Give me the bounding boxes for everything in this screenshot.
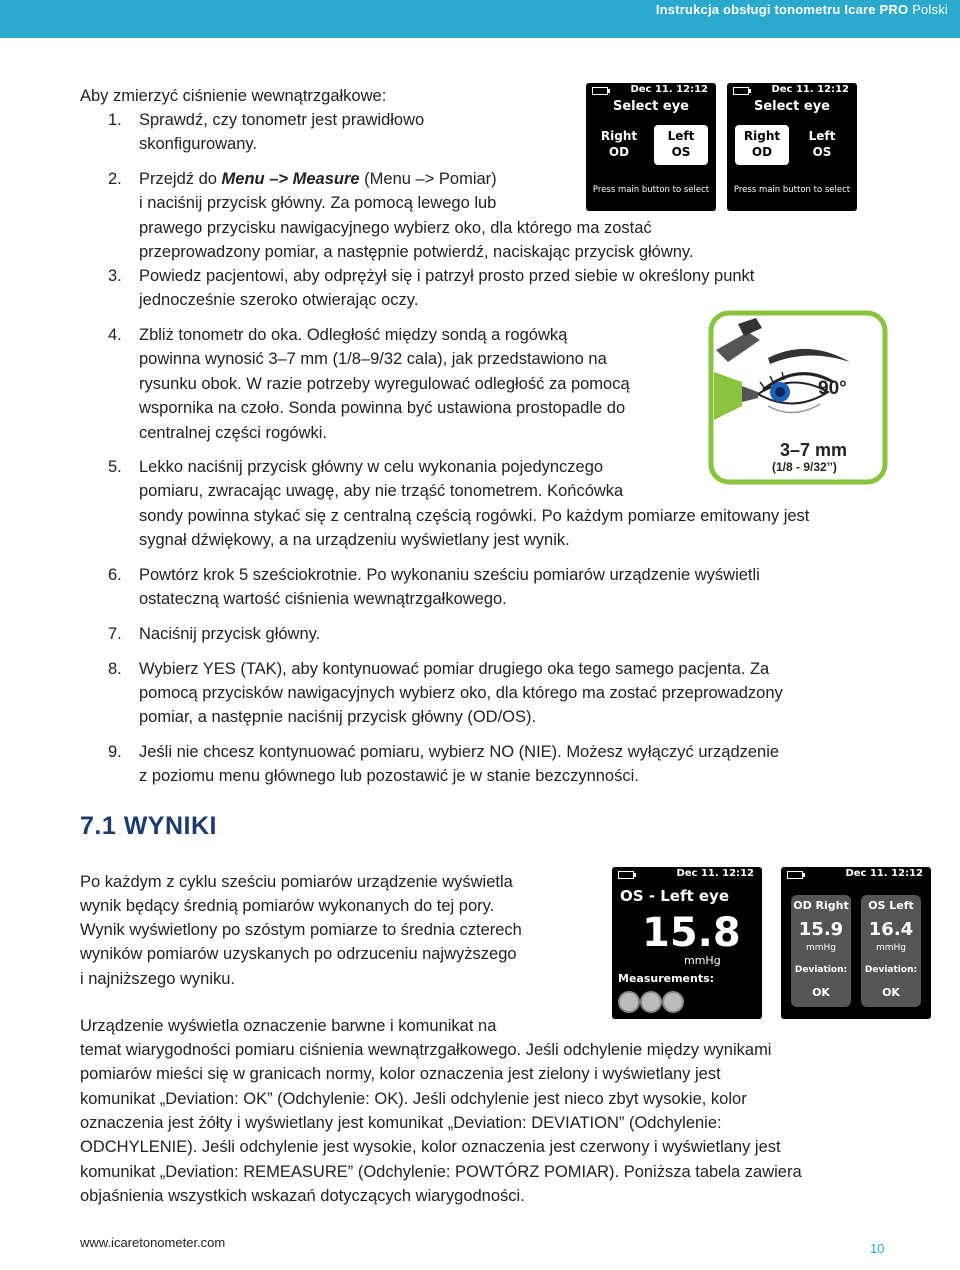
left-eye-option [795, 125, 849, 165]
measurement-dot [618, 991, 640, 1013]
step-3-line-1: Powiedz pacjentowi, aby odprężył się i patrzył prosto przed siebie w określony punkt [139, 267, 755, 285]
option-code: OD [751, 145, 773, 159]
screen-date: Dec 11. 12:12 [630, 84, 708, 95]
step-2-line-3: prawego przycisku nawigacyjnego wybierz oko, dla którego ma zostać [139, 219, 652, 237]
step-number: 2. [108, 170, 122, 188]
right-eye-option [735, 125, 789, 165]
result-iop-value: 15.8 [642, 910, 741, 956]
step-number: 1. [108, 111, 122, 129]
option-label: Left [808, 129, 836, 143]
card-label: OD Right [793, 899, 849, 912]
od-right-card [791, 895, 851, 1007]
os-left-card [861, 895, 921, 1007]
step-2-line-1 [139, 167, 497, 192]
step-2-line-4: przeprowadzony pomiar, a następnie potwierdź, naciskając przycisk główny. [139, 243, 694, 261]
results-line-5: i najniższego wyniku. [80, 970, 235, 988]
option-code: OS [812, 145, 832, 159]
card-deviation-label: Deviation: [864, 965, 918, 975]
step-number: 5. [108, 458, 122, 476]
result-unit: mmHg [684, 954, 721, 967]
option-label: Right [600, 129, 638, 143]
distance-inch-label: (1/8 - 9/32’’) [772, 460, 837, 474]
deviation-line-7: komunikat „Deviation: REMEASURE” (Odchylenie: POWTÓRZ POMIAR). Poniższa tabela zawiera [80, 1163, 802, 1181]
step-9-line-1: Jeśli nie chcesz kontynuować pomiaru, wybierz NO (NIE). Możesz wyłączyć urządzenie [139, 743, 780, 761]
screen-status-bar [781, 867, 931, 881]
deviation-line-4: komunikat „Deviation: OK” (Odchylenie: OK). Jeśli odchylenie jest nieco zbyt wysokie, kolor [80, 1090, 747, 1108]
step-number: 9. [108, 743, 122, 761]
deviation-line-2: temat wiarygodności pomiaru ciśnienia wewnątrzgałkowego. Jeśli odchylenie między wynikami [80, 1041, 772, 1059]
battery-icon [787, 871, 803, 879]
deviation-line-6: ODCHYLENIE). Jeśli odchylenie jest wysokie, kolor oznaczenia jest czerwony i wyświetlany jest [80, 1138, 781, 1156]
summary-screen [781, 867, 931, 1019]
right-eye-option [592, 125, 646, 165]
card-unit: mmHg [805, 943, 836, 953]
step-4-line-5: centralnej części rogówki. [139, 424, 327, 442]
step-8-line-3: pomiar, a następnie naciśnij przycisk główny (OD/OS). [139, 708, 537, 726]
screen-title: Select eye [612, 99, 689, 114]
results-line-1: Po każdym z cyklu sześciu pomiarów urządzenie wyświetla [80, 873, 513, 891]
header-title-text: Instrukcja obsługi tonometru Icare PRO [655, 2, 909, 17]
header-title [656, 0, 948, 20]
select-eye-screen-left [586, 83, 716, 211]
step-number: 8. [108, 660, 122, 678]
deviation-line-8: objaśnienia wszystkich wskazań dotyczących wiarygodności. [80, 1187, 525, 1205]
battery-icon [592, 87, 608, 95]
deviation-line-3: pomiarów mieści się w granicach normy, kolor oznaczenia jest zielony i wyświetlany jest [80, 1065, 721, 1083]
measurement-dot [640, 991, 662, 1013]
step-1-line-2: skonfigurowany. [139, 135, 258, 153]
select-eye-screen-right [727, 83, 857, 211]
step-number: 7. [108, 625, 122, 643]
screen-status-bar [586, 83, 716, 97]
page-number: 10 [870, 1241, 885, 1256]
card-label: OS Left [868, 899, 914, 912]
step-2-pre: Przejdź do [139, 170, 222, 188]
step-8-line-1: Wybierz YES (TAK), aby kontynuować pomiar drugiego oka tego samego pacjenta. Za [139, 660, 770, 678]
step-4-line-3: rysunku obok. W razie potrzeby wyregulować odległość za pomocą [139, 375, 630, 393]
step-number: 3. [108, 267, 122, 285]
screen-title: Select eye [753, 99, 830, 114]
step-5-line-3: sondy powinna stykać się z centralną częścią rogówki. Po każdym pomiarze emitowany jest [139, 507, 810, 525]
step-2-post: (Menu –> Pomiar) [359, 170, 497, 188]
option-label: Right [743, 129, 781, 143]
results-line-3: Wynik wyświetlony po szóstym pomiarze to średnia czterech [80, 921, 522, 939]
screen-date: Dec 11. 12:12 [771, 84, 849, 95]
screen-status-bar [727, 83, 857, 97]
step-4-line-4: wspornika na czoło. Sonda powinna być ustawiona prostopadle do [139, 399, 626, 417]
screen-footer: Press main button to select [733, 185, 851, 195]
battery-icon [618, 871, 634, 879]
option-code: OD [608, 145, 630, 159]
battery-icon [733, 87, 749, 95]
result-eye-title: OS - Left eye [620, 887, 729, 905]
card-value: 16.4 [868, 919, 914, 940]
distance-label: 3–7 mm [780, 440, 848, 460]
result-screen [612, 867, 762, 1019]
step-1-line-1: Sprawdź, czy tonometr jest prawidłowo [139, 111, 425, 129]
footer-url[interactable]: www.icaretonometer.com [80, 1235, 226, 1250]
step-3-line-2: jednocześnie szeroko otwierając oczy. [139, 291, 419, 309]
option-code: OS [671, 145, 691, 159]
results-line-4: wyników pomiarów uzyskanych po odrzuceniu najwyższego [80, 945, 517, 963]
intro-text: Aby zmierzyć ciśnienie wewnątrzgałkowe: [80, 87, 387, 105]
step-number: 4. [108, 326, 122, 344]
step-8-line-2: pomocą przycisków nawigacyjnych wybierz oko, dla którego ma zostać przeprowadzony [139, 684, 783, 702]
measurements-label: Measurements: [618, 972, 715, 985]
header-language: Polski [912, 2, 948, 17]
step-7-line-1: Naciśnij przycisk główny. [139, 625, 321, 643]
eye-probe-diagram [708, 310, 888, 485]
step-number: 6. [108, 566, 122, 584]
section-heading: 7.1 WYNIKI [80, 812, 217, 840]
card-unit: mmHg [875, 943, 906, 953]
screen-footer: Press main button to select [592, 185, 710, 195]
step-5-line-1: Lekko naciśnij przycisk główny w celu wykonania pojedynczego [139, 458, 604, 476]
option-label: Left [667, 129, 695, 143]
step-5-line-2: pomiaru, zwracając uwagę, aby nie trząść tonometrem. Końcówka [139, 482, 624, 500]
deviation-line-1: Urządzenie wyświetla oznaczenie barwne i komunikat na [80, 1017, 497, 1035]
deviation-line-5: oznaczenia jest żółty i wyświetlany jest komunikat „Deviation: DEVIATION” (Odchylenie: [80, 1114, 722, 1132]
step-2-line-2: i naciśnij przycisk główny. Za pomocą lewego lub [139, 194, 497, 212]
step-6-line-1: Powtórz krok 5 sześciokrotnie. Po wykonaniu sześciu pomiarów urządzenie wyświetli [139, 566, 760, 584]
card-value: 15.9 [798, 919, 844, 940]
card-deviation-label: Deviation: [794, 965, 848, 975]
screen-date: Dec 11. 12:12 [845, 868, 923, 879]
step-9-line-2: z poziomu menu głównego lub pozostawić je w stanie bezczynności. [139, 767, 639, 785]
results-line-2: wynik będący średnią pomiarów wykonanych do tej pory. [80, 897, 495, 915]
step-6-line-2: ostateczną wartość ciśnienia wewnątrzgałkowego. [139, 590, 507, 608]
step-4-line-2: powinna wynosić 3–7 mm (1/8–9/32 cala), jak przedstawiono na [139, 350, 607, 368]
angle-label: 90° [818, 378, 847, 399]
screen-status-bar [612, 867, 762, 881]
step-4-line-1: Zbliż tonometr do oka. Odległość między sondą a rogówką [139, 326, 568, 344]
card-deviation-value: OK [882, 986, 900, 999]
header-bar [0, 0, 960, 38]
screen-date: Dec 11. 12:12 [676, 868, 754, 879]
step-5-line-4: sygnał dźwiękowy, a na urządzeniu wyświetlany jest wynik. [139, 531, 570, 549]
left-eye-option [654, 125, 708, 165]
step-2-menu-path: Menu –> Measure [221, 170, 360, 188]
card-deviation-value: OK [812, 986, 830, 999]
measurement-dot [662, 991, 684, 1013]
